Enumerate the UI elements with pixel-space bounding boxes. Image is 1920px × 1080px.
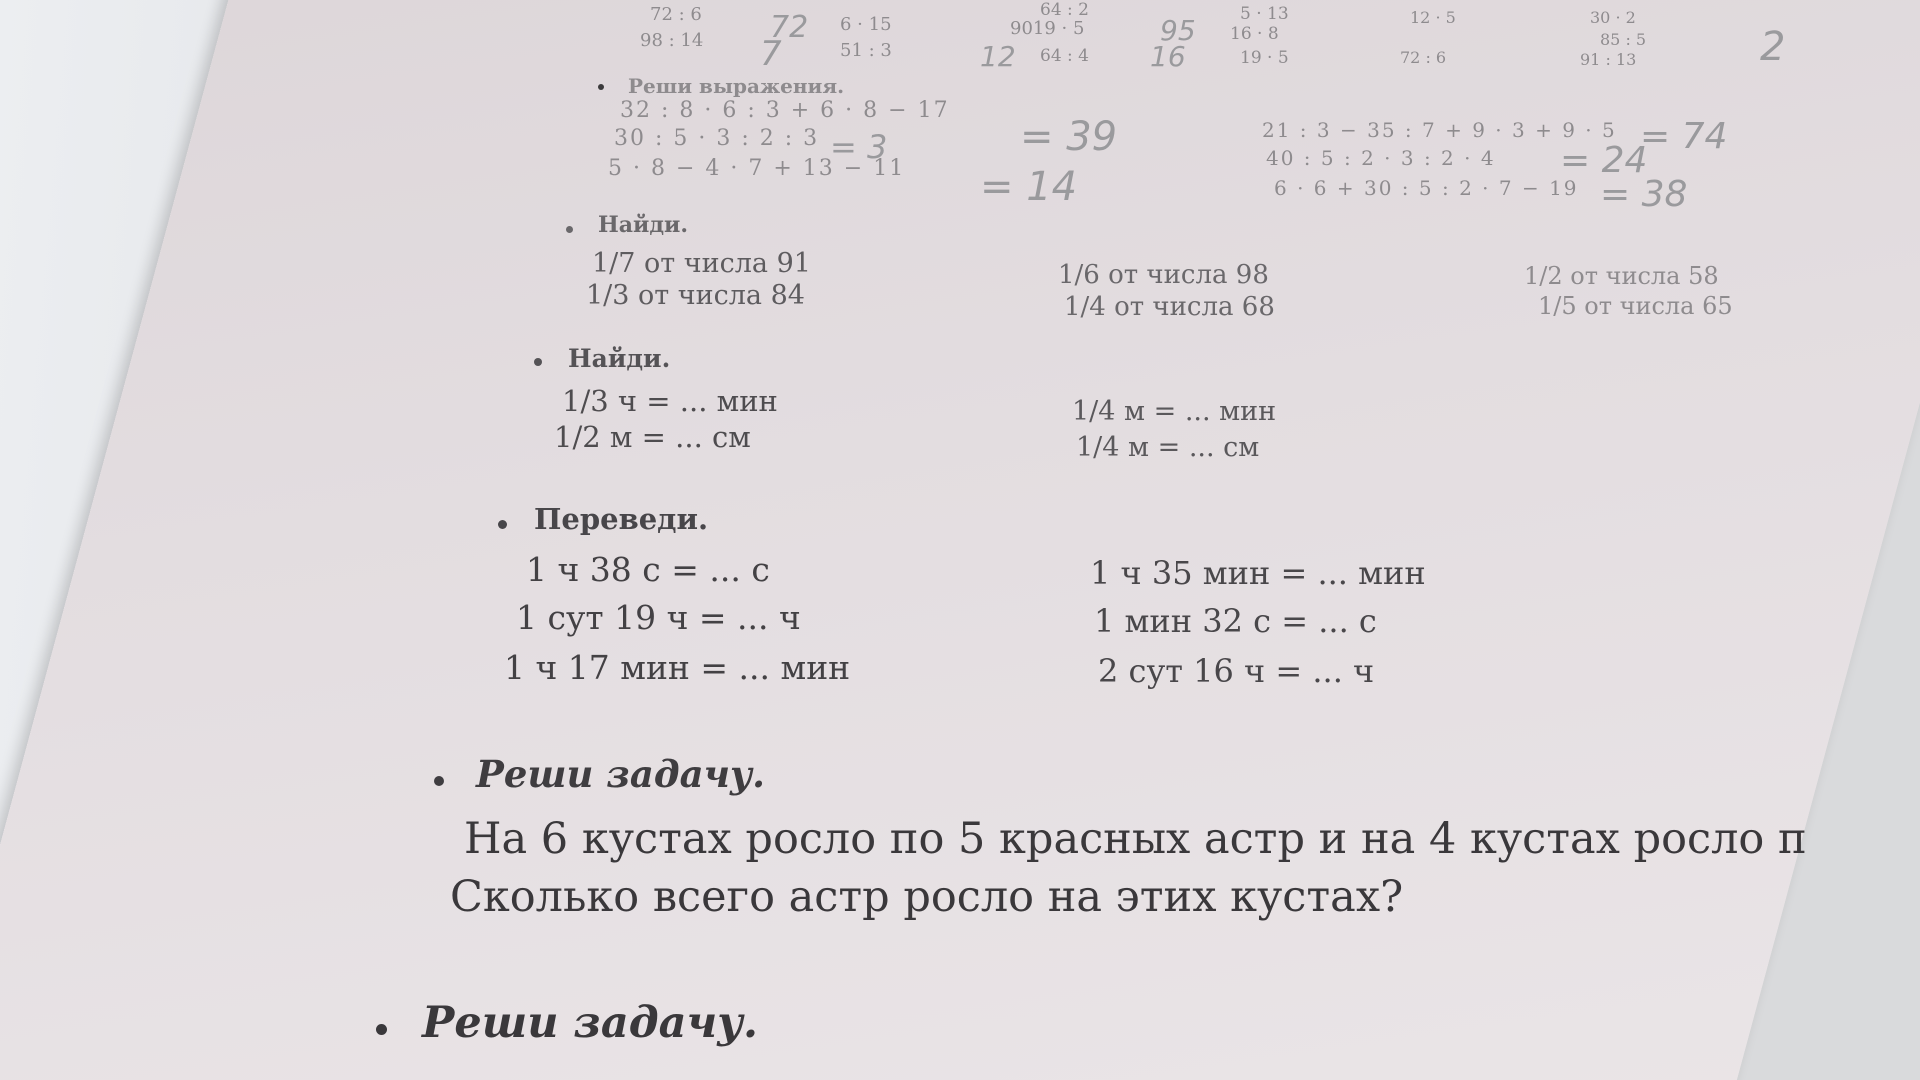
- section-heading-task: Реши задачу.: [476, 752, 766, 796]
- task-item: 1/7 от числа 91: [592, 248, 811, 279]
- task-item: 1 сут 19 ч = ... ч: [516, 598, 801, 637]
- pencil-answer: = 39: [1020, 114, 1118, 160]
- task-item: 1/2 от числа 58: [1524, 262, 1719, 290]
- bullet-icon: [376, 1024, 387, 1035]
- bullet-icon: [534, 358, 542, 366]
- section-heading-expressions: Реши выражения.: [628, 74, 845, 98]
- section-heading-convert: Переведи.: [534, 502, 709, 536]
- task-item: 1 ч 17 мин = ... мин: [504, 648, 851, 687]
- pencil-answer: = 14: [980, 164, 1078, 210]
- top-expr: 6 · 15: [840, 14, 892, 35]
- bullet-icon: [566, 226, 573, 233]
- top-expr: 5 · 13: [1240, 4, 1289, 24]
- task-item: 1/4 м = ... мин: [1072, 396, 1277, 427]
- task-text: На 6 кустах росло по 5 красных астр и на 4 кустах росло п: [464, 814, 1807, 864]
- task-item: 2 сут 16 ч = ... ч: [1098, 652, 1375, 690]
- top-expr: 98 : 14: [640, 30, 704, 51]
- pencil-answer: = 3: [830, 128, 888, 166]
- expression-line: 32 : 8 · 6 : 3 + 6 · 8 − 17: [620, 98, 950, 123]
- top-expr: 85 : 5: [1600, 30, 1647, 49]
- task-text: Сколько всего астр росло на этих кустах?: [450, 872, 1404, 922]
- top-expr: 91 : 13: [1580, 50, 1637, 69]
- pencil-answer: = 74: [1640, 116, 1728, 157]
- task-item: 1/3 ч = ... мин: [562, 384, 778, 418]
- expression-line: 21 : 3 − 35 : 7 + 9 · 3 + 9 · 5: [1262, 118, 1617, 142]
- task-item: 1/3 от числа 84: [586, 280, 805, 311]
- bullet-icon: [434, 776, 444, 786]
- expression-line: 5 · 8 − 4 · 7 + 13 − 11: [608, 156, 906, 181]
- task-item: 1/4 м = ... см: [1076, 432, 1260, 463]
- section-heading-find: Найди.: [568, 344, 671, 373]
- top-expr: 51 : 3: [840, 40, 892, 61]
- pencil-mark: 95: [1160, 14, 1196, 47]
- task-item: 1 мин 32 с = ... с: [1094, 602, 1377, 640]
- pencil-mark: 16: [1150, 40, 1186, 73]
- top-expr: 72 : 6: [650, 4, 702, 25]
- top-expr: 64 : 4: [1040, 46, 1089, 66]
- top-expr: 9019 · 5: [1010, 18, 1085, 39]
- bullet-icon: [598, 84, 604, 90]
- task-item: 1/6 от числа 98: [1058, 260, 1269, 290]
- pencil-mark: 72: [770, 10, 809, 45]
- expression-line: 40 : 5 : 2 · 3 : 2 · 4: [1266, 146, 1496, 170]
- bullet-icon: [498, 520, 507, 529]
- task-item: 1 ч 35 мин = ... мин: [1090, 554, 1426, 592]
- pencil-mark: 12: [980, 40, 1016, 73]
- top-expr: 64 : 2: [1040, 0, 1089, 20]
- section-heading-find: Найди.: [598, 212, 688, 238]
- pencil-mark: 2: [1760, 24, 1786, 70]
- top-expr: 16 · 8: [1230, 24, 1279, 44]
- task-item: 1/2 м = ... см: [554, 420, 751, 454]
- top-expr: 19 · 5: [1240, 48, 1289, 68]
- pencil-answer: = 24: [1560, 140, 1648, 181]
- expression-line: 30 : 5 · 3 : 2 : 3: [614, 126, 820, 151]
- section-heading-task: Реши задачу.: [422, 998, 758, 1048]
- task-item: 1/4 от числа 68: [1064, 292, 1275, 322]
- task-item: 1 ч 38 с = ... с: [526, 550, 770, 589]
- pencil-mark: 7: [760, 34, 782, 74]
- task-item: 1/5 от числа 65: [1538, 292, 1733, 320]
- top-expr: 72 : 6: [1400, 48, 1447, 67]
- pencil-answer: = 38: [1600, 174, 1688, 215]
- top-expr: 30 · 2: [1590, 8, 1636, 27]
- top-expr: 12 · 5: [1410, 8, 1456, 27]
- expression-line: 6 · 6 + 30 : 5 : 2 · 7 − 19: [1274, 176, 1579, 200]
